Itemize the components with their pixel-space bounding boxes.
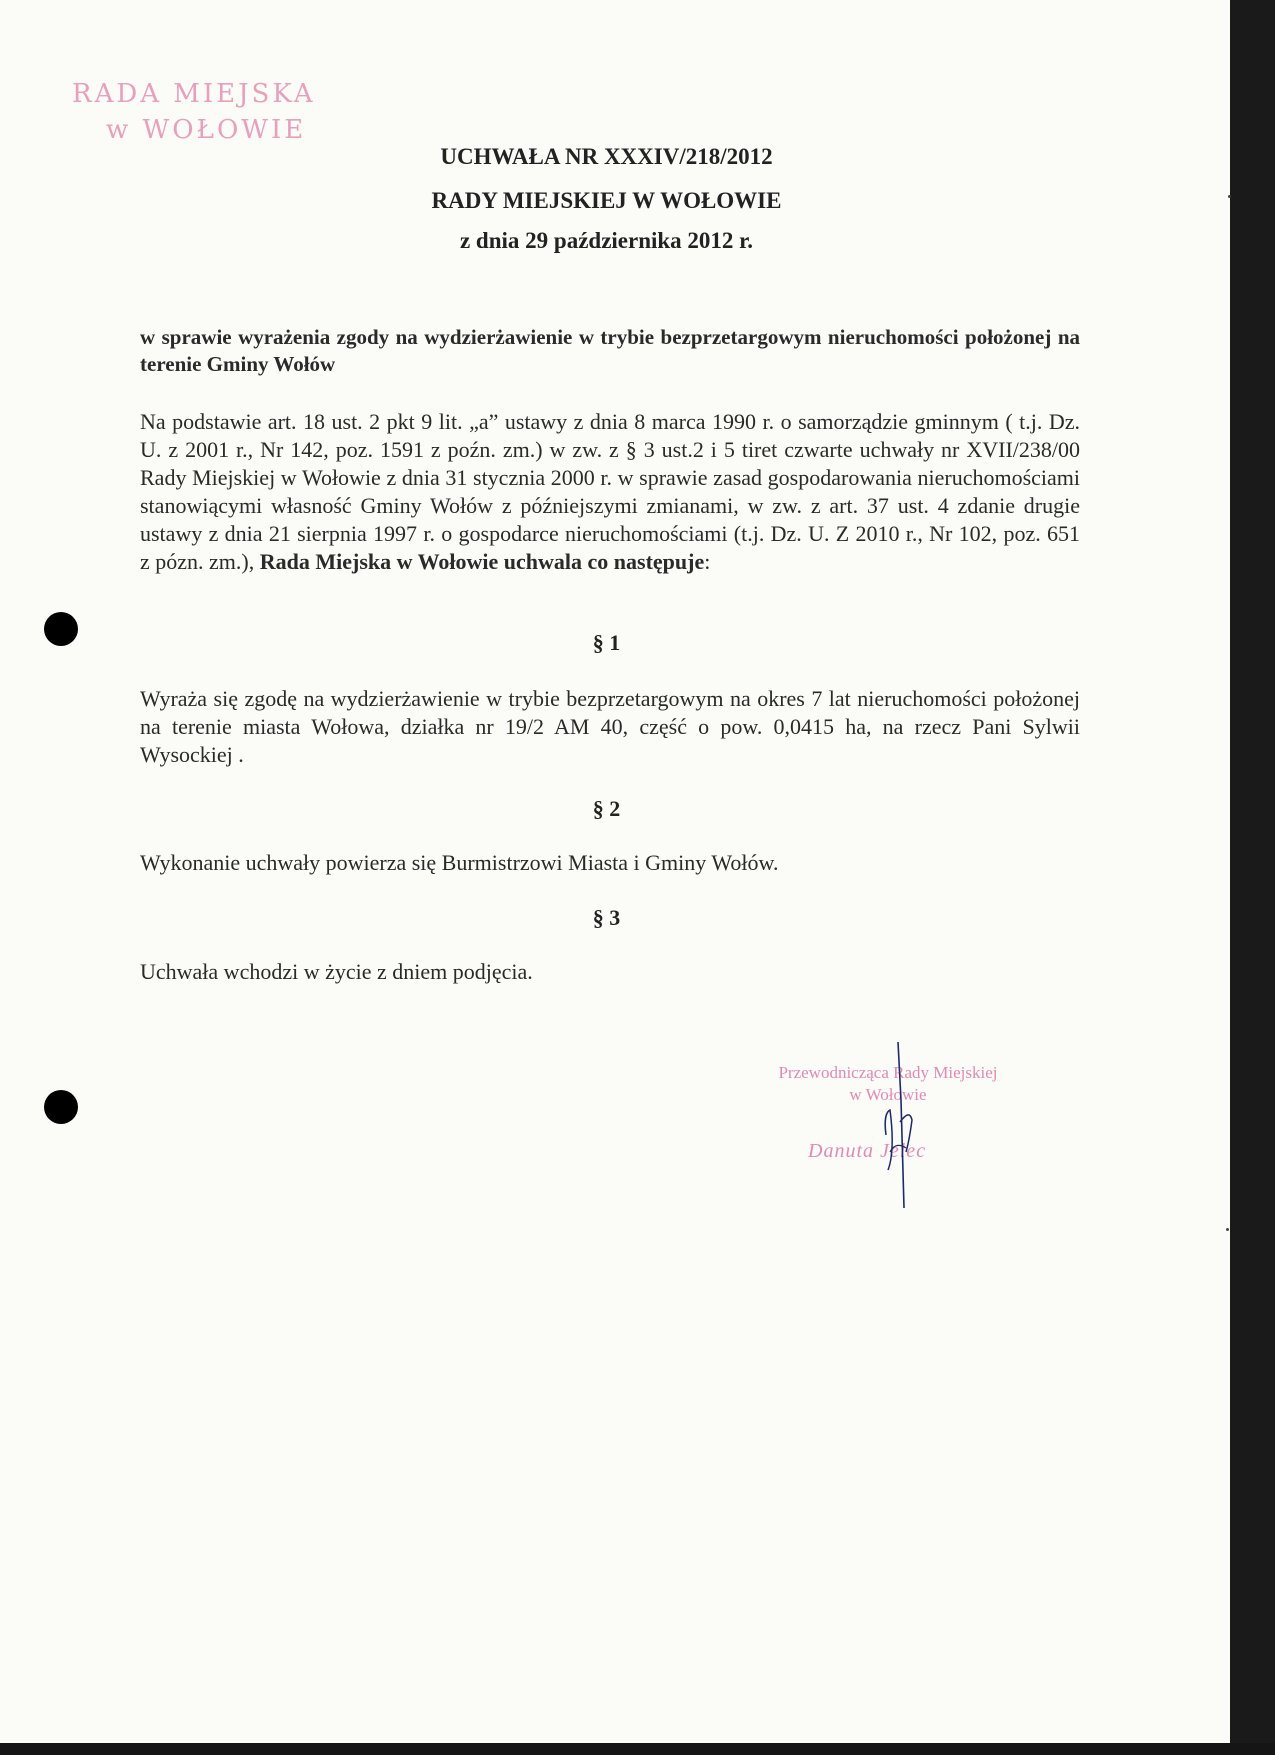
section-3-heading: § 3 — [592, 905, 621, 930]
section-2-heading: § 2 — [592, 796, 621, 821]
section-1-heading: § 1 — [592, 630, 621, 655]
resolution-subject: w sprawie wyrażenia zgody na wydzierżawienie w trybie bezprzetargowym nieruchomości położonej na terenie Gminy Wołów — [140, 325, 1080, 376]
punch-hole-icon — [44, 1090, 78, 1124]
handwritten-signature — [870, 1040, 920, 1210]
resolves-colon: : — [704, 549, 711, 574]
section-3-text: Uchwała wchodzi w życie z dniem podjęcia. — [140, 959, 533, 984]
legal-basis — [140, 408, 1080, 576]
section-2-text: Wykonanie uchwały powierza się Burmistrzowi Miasta i Gminy Wołów. — [140, 850, 779, 875]
resolution-title: UCHWAŁA NR XXXIV/218/2012 — [440, 144, 773, 169]
council-stamp — [72, 76, 316, 148]
stamp-line-2: w WOŁOWIE — [106, 115, 307, 145]
signatory-role-line-1: Przewodnicząca Rady Miejskiej — [778, 1063, 998, 1082]
resolves-clause: Rada Miejska w Wołowie uchwala co następuje — [259, 549, 705, 574]
stamp-line-1: RADA MIEJSKA — [72, 79, 316, 109]
scanner-edge — [0, 1743, 1275, 1755]
scan-speck — [1226, 1228, 1229, 1231]
section-1-text: Wyraża się zgodę na wydzierżawienie w trybie bezprzetargowym na okres 7 lat nieruchomości położonej na terenie miasta Wołowa, działka nr 19/2 AM 40, część o pow. 0,0415 ha, na rzecz Pani Sylwii Wysockiej . — [140, 686, 1080, 767]
punch-hole-icon — [44, 612, 78, 646]
resolution-issuer: RADY MIEJSKIEJ W WOŁOWIE — [431, 188, 782, 213]
legal-basis-text: Na podstawie art. 18 ust. 2 pkt 9 lit. „a” ustawy z dnia 8 marca 1990 r. o samorządzie gminnym ( t.j. Dz. U. z 2001 r., Nr 142, poz. 1591 z poźn. zm.) w zw. z § 3 ust.2 i 5 tiret czwarte uchwały nr XVII/238/00 Rady Miejskiej w Wołowie z dnia 31 stycznia 2000 r. w sprawie zasad gospodarowania nieruchomościami stanowiącymi własność Gminy Wołów z późniejszymi zmianami, w zw. z art. 37 ust. 4 zdanie drugie ustawy z dnia 21 sierpnia 1997 r. o gospodarce nieruchomościami (t.j. Dz. U. Z 2010 r., Nr 102, poz. 651 z pózn. zm.), — [140, 409, 1080, 574]
scan-speck — [1228, 195, 1231, 198]
resolution-date: z dnia 29 października 2012 r. — [459, 228, 754, 253]
signatory-role-line-2: w Wołowie — [849, 1085, 927, 1104]
signatory-name: Danuta Jelec — [808, 1140, 927, 1162]
